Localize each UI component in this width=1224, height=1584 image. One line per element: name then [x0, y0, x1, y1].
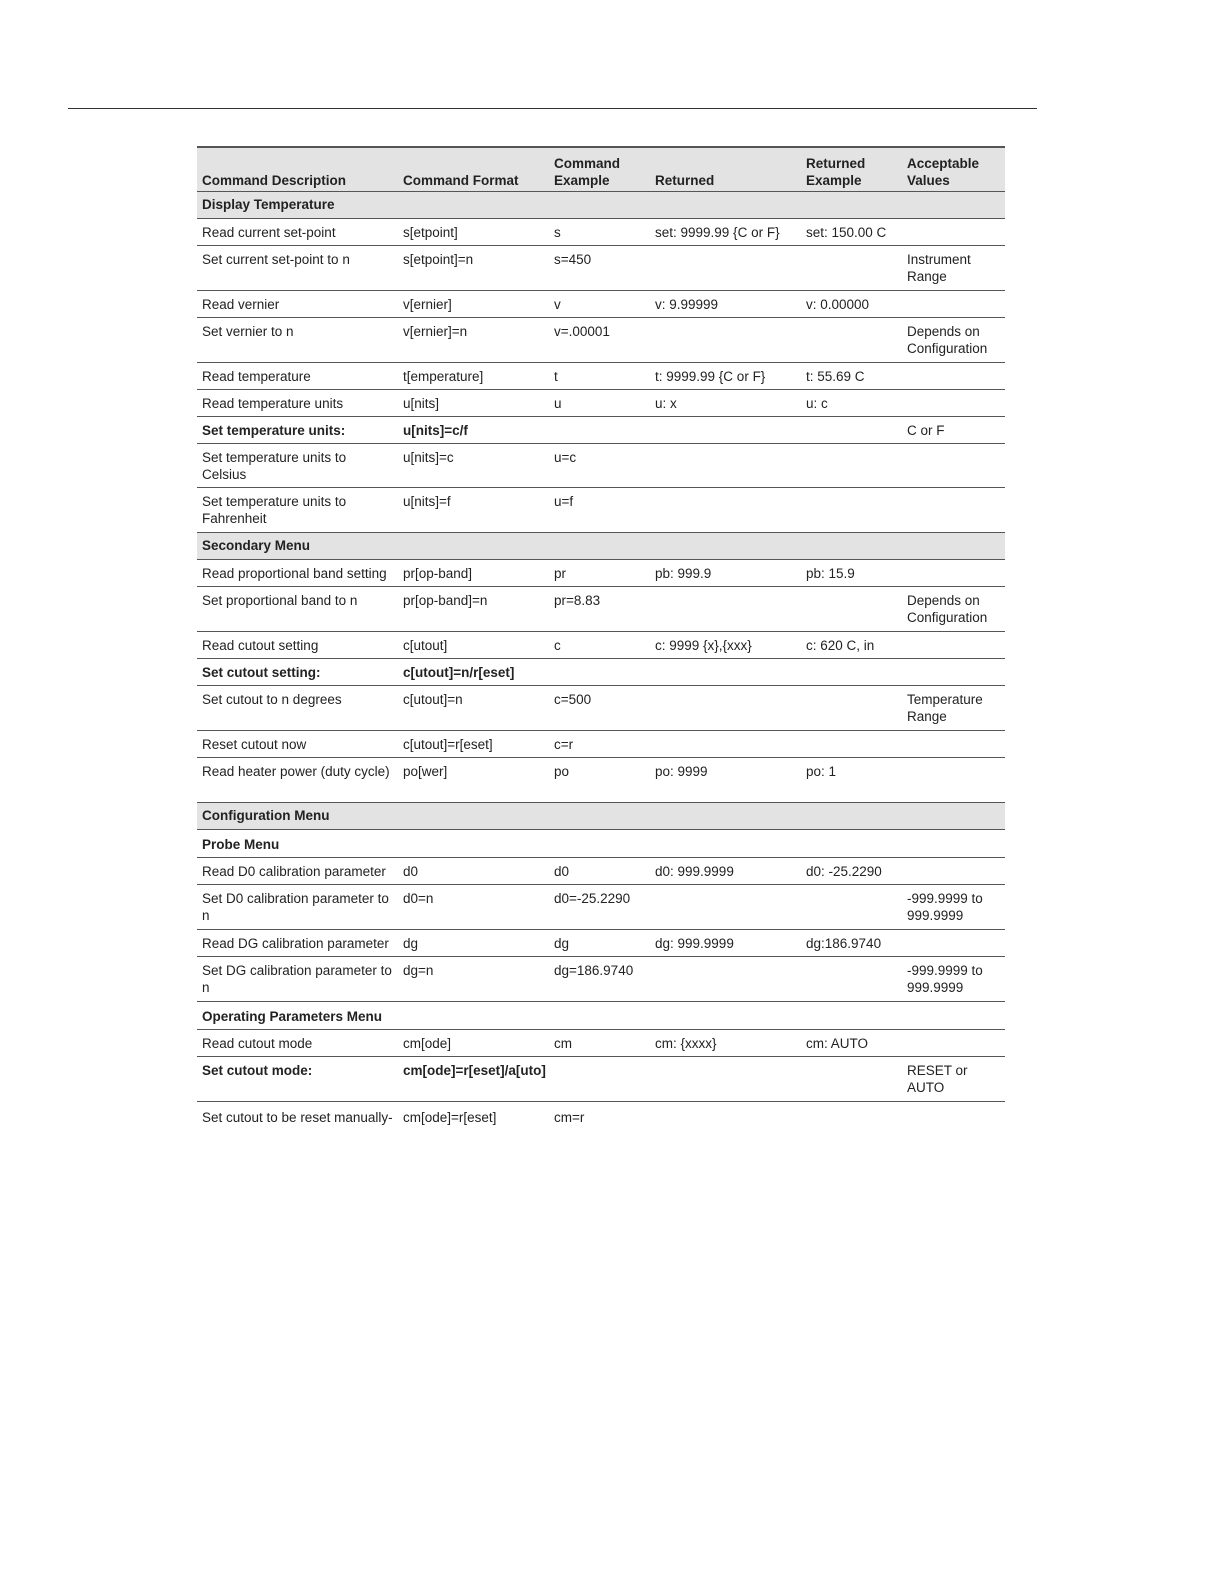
table-row	[197, 930, 1005, 957]
subsection-title: Probe Menu	[197, 830, 1005, 858]
cell-acceptable	[902, 560, 1005, 587]
cell-acceptable	[902, 219, 1005, 246]
cell-description: Set current set-point to n	[197, 246, 398, 291]
section-title: Configuration Menu	[197, 803, 1005, 830]
cell-format: u[nits]=c	[398, 444, 549, 488]
table-row	[197, 758, 1005, 803]
cell-acceptable	[902, 858, 1005, 885]
cell-description: Read current set-point	[197, 219, 398, 246]
cell-returned	[650, 488, 801, 533]
cell-format: po[wer]	[398, 758, 549, 803]
cell-returned: u: x	[650, 390, 801, 417]
cell-returned: po: 9999	[650, 758, 801, 803]
cell-description: Set proportional band to n	[197, 587, 398, 632]
cell-format: cm[ode]	[398, 1030, 549, 1057]
table-row	[197, 1102, 1005, 1131]
cell-returned: pb: 999.9	[650, 560, 801, 587]
cell-description: Read DG calibration parameter	[197, 930, 398, 957]
cell-acceptable	[902, 363, 1005, 390]
cell-acceptable: Depends on Configuration	[902, 587, 1005, 632]
cell-returned-example: cm: AUTO	[801, 1030, 902, 1057]
cell-description: Set temperature units to Fahrenheit	[197, 488, 398, 533]
cell-format: dg=n	[398, 957, 549, 1002]
table-row	[197, 246, 1005, 291]
cell-example: c=r	[549, 731, 650, 758]
cell-example: dg	[549, 930, 650, 957]
cell-format: d0=n	[398, 885, 549, 930]
cell-description: Set cutout to n degrees	[197, 686, 398, 731]
cell-format: u[nits]=f	[398, 488, 549, 533]
cell-returned-example: t: 55.69 C	[801, 363, 902, 390]
cell-example: t	[549, 363, 650, 390]
header-command-example: Command Example	[549, 147, 650, 192]
cell-example: d0=-25.2290	[549, 885, 650, 930]
cell-example: c	[549, 632, 650, 659]
cell-description: Read proportional band setting	[197, 560, 398, 587]
cell-returned-example	[801, 659, 902, 686]
table-row	[197, 417, 1005, 444]
cell-acceptable: RESET or AUTO	[902, 1057, 1005, 1102]
cell-returned-example	[801, 957, 902, 1002]
cell-acceptable: -999.9999 to 999.9999	[902, 957, 1005, 1002]
table-row	[197, 731, 1005, 758]
cell-returned-example: u: c	[801, 390, 902, 417]
cell-description: Set cutout mode:	[197, 1057, 398, 1102]
table-row	[197, 318, 1005, 363]
cell-returned: t: 9999.99 {C or F}	[650, 363, 801, 390]
cell-format: dg	[398, 930, 549, 957]
cell-example: pr	[549, 560, 650, 587]
cell-returned	[650, 957, 801, 1002]
cell-format: pr[op-band]=n	[398, 587, 549, 632]
cell-acceptable	[902, 731, 1005, 758]
cell-description: Set D0 calibration parameter to n	[197, 885, 398, 930]
cell-format: cm[ode]=r[eset]	[403, 1110, 497, 1125]
cell-returned: set: 9999.99 {C or F}	[650, 219, 801, 246]
cell-description: Read heater power (duty cycle)	[197, 758, 398, 803]
cell-returned-example	[801, 1102, 902, 1131]
section-title: Secondary Menu	[197, 533, 1005, 560]
cell-description: Read cutout setting	[197, 632, 398, 659]
cell-returned-example	[801, 686, 902, 731]
cell-description: Set temperature units:	[197, 417, 398, 444]
cell-description: Set vernier to n	[197, 318, 398, 363]
cell-format: v[ernier]	[398, 291, 549, 318]
cell-returned-example	[801, 587, 902, 632]
cell-acceptable	[902, 1030, 1005, 1057]
cell-format: s[etpoint]=n	[398, 246, 549, 291]
cell-example: u=f	[549, 488, 650, 533]
cell-returned: d0: 999.9999	[650, 858, 801, 885]
cell-acceptable	[902, 291, 1005, 318]
table-header-row	[197, 147, 1005, 192]
section-title: Display Temperature	[197, 192, 1005, 219]
cell-acceptable	[902, 930, 1005, 957]
cell-example: s=450	[549, 246, 650, 291]
cell-returned	[650, 1102, 801, 1131]
cell-acceptable	[902, 1102, 1005, 1131]
cell-acceptable	[902, 659, 1005, 686]
cell-example: cm	[549, 1030, 650, 1057]
table-row	[197, 560, 1005, 587]
cell-returned-example	[801, 1057, 902, 1102]
cell-returned: dg: 999.9999	[650, 930, 801, 957]
cell-returned-example	[801, 246, 902, 291]
cell-format: c[utout]=r[eset]	[398, 731, 549, 758]
section-row	[197, 192, 1005, 219]
header-returned-example: Returned Example	[801, 147, 902, 192]
table-row	[197, 659, 1005, 686]
cell-example: v	[549, 291, 650, 318]
cell-acceptable: C or F	[902, 417, 1005, 444]
cell-acceptable	[902, 444, 1005, 488]
table-row	[197, 1057, 1005, 1102]
cell-description: Reset cutout now	[197, 731, 398, 758]
cell-acceptable: Temperature Range	[902, 686, 1005, 731]
table-row	[197, 363, 1005, 390]
cell-returned-example: pb: 15.9	[801, 560, 902, 587]
cell-returned-example	[801, 417, 902, 444]
cell-example: s	[549, 219, 650, 246]
cell-example: cm=r	[554, 1110, 585, 1125]
section-row	[197, 533, 1005, 560]
cell-returned	[650, 731, 801, 758]
cell-example: v=.00001	[549, 318, 650, 363]
table-row	[197, 291, 1005, 318]
cell-returned	[650, 417, 801, 444]
cell-description: Read temperature	[197, 363, 398, 390]
page-top-rule	[68, 108, 1037, 109]
cell-returned-example	[801, 318, 902, 363]
cell-example: u	[549, 390, 650, 417]
table-row	[197, 444, 1005, 488]
cell-example: c=500	[549, 686, 650, 731]
table-row	[197, 632, 1005, 659]
cell-acceptable	[902, 390, 1005, 417]
cell-returned	[650, 318, 801, 363]
header-returned: Returned	[650, 147, 801, 192]
cell-example	[549, 1057, 650, 1102]
cell-description: Read cutout mode	[197, 1030, 398, 1057]
subsection-row	[197, 1002, 1005, 1030]
cell-acceptable: -999.9999 to 999.9999	[902, 885, 1005, 930]
cell-acceptable	[902, 488, 1005, 533]
cell-description: Read vernier	[197, 291, 398, 318]
cell-returned	[650, 1057, 801, 1102]
cell-description: Set temperature units to Celsius	[197, 444, 398, 488]
cell-returned	[650, 686, 801, 731]
table-row	[197, 219, 1005, 246]
cell-description: Set cutout setting:	[197, 659, 398, 686]
cell-description: Set cutout to be reset manually-	[202, 1110, 393, 1125]
cell-format: c[utout]	[398, 632, 549, 659]
cell-example: po	[549, 758, 650, 803]
cell-returned-example: d0: -25.2290	[801, 858, 902, 885]
cell-format: pr[op-band]	[398, 560, 549, 587]
table-row	[197, 686, 1005, 731]
cell-format: t[emperature]	[398, 363, 549, 390]
cell-format: d0	[398, 858, 549, 885]
header-command-description: Command Description	[197, 147, 398, 192]
cell-example: dg=186.9740	[549, 957, 650, 1002]
subsection-row	[197, 830, 1005, 858]
cell-returned-example: v: 0.00000	[801, 291, 902, 318]
cell-example	[549, 417, 650, 444]
cell-format: v[ernier]=n	[398, 318, 549, 363]
cell-format: c[utout]=n	[398, 686, 549, 731]
cell-example	[549, 659, 650, 686]
cell-returned	[650, 246, 801, 291]
cell-acceptable: Instrument Range	[902, 246, 1005, 291]
cell-description: Read temperature units	[197, 390, 398, 417]
cell-description: Read D0 calibration parameter	[197, 858, 398, 885]
section-row	[197, 803, 1005, 830]
cell-returned-example	[801, 731, 902, 758]
table-row	[197, 390, 1005, 417]
cell-returned: c: 9999 {x},{xxx}	[650, 632, 801, 659]
cell-format: s[etpoint]	[398, 219, 549, 246]
cell-returned: v: 9.99999	[650, 291, 801, 318]
cell-returned	[650, 659, 801, 686]
cell-returned-example: set: 150.00 C	[801, 219, 902, 246]
command-table	[197, 146, 1005, 1130]
cell-example: u=c	[549, 444, 650, 488]
cell-returned	[650, 885, 801, 930]
table-row	[197, 587, 1005, 632]
table-row	[197, 957, 1005, 1002]
subsection-title: Operating Parameters Menu	[197, 1002, 1005, 1030]
cell-returned-example: c: 620 C, in	[801, 632, 902, 659]
cell-format: cm[ode]=r[eset]/a[uto]	[398, 1057, 549, 1102]
cell-returned-example	[801, 488, 902, 533]
cell-description: Set DG calibration parameter to n	[197, 957, 398, 1002]
cell-returned	[650, 444, 801, 488]
cell-acceptable	[902, 758, 1005, 803]
cell-example: pr=8.83	[549, 587, 650, 632]
cell-returned: cm: {xxxx}	[650, 1030, 801, 1057]
cell-acceptable: Depends on Configuration	[902, 318, 1005, 363]
cell-returned-example	[801, 444, 902, 488]
header-command-format: Command Format	[398, 147, 549, 192]
table-row	[197, 858, 1005, 885]
cell-format: u[nits]	[398, 390, 549, 417]
table-row	[197, 1030, 1005, 1057]
table-row	[197, 885, 1005, 930]
table-row	[197, 488, 1005, 533]
cell-returned	[650, 587, 801, 632]
cell-example: d0	[549, 858, 650, 885]
cell-acceptable	[902, 632, 1005, 659]
cell-format: c[utout]=n/r[eset]	[398, 659, 549, 686]
cell-returned-example: dg:186.9740	[801, 930, 902, 957]
cell-format: u[nits]=c/f	[398, 417, 549, 444]
cell-returned-example: po: 1	[801, 758, 902, 803]
cell-returned-example	[801, 885, 902, 930]
header-acceptable-values: Acceptable Values	[902, 147, 1005, 192]
